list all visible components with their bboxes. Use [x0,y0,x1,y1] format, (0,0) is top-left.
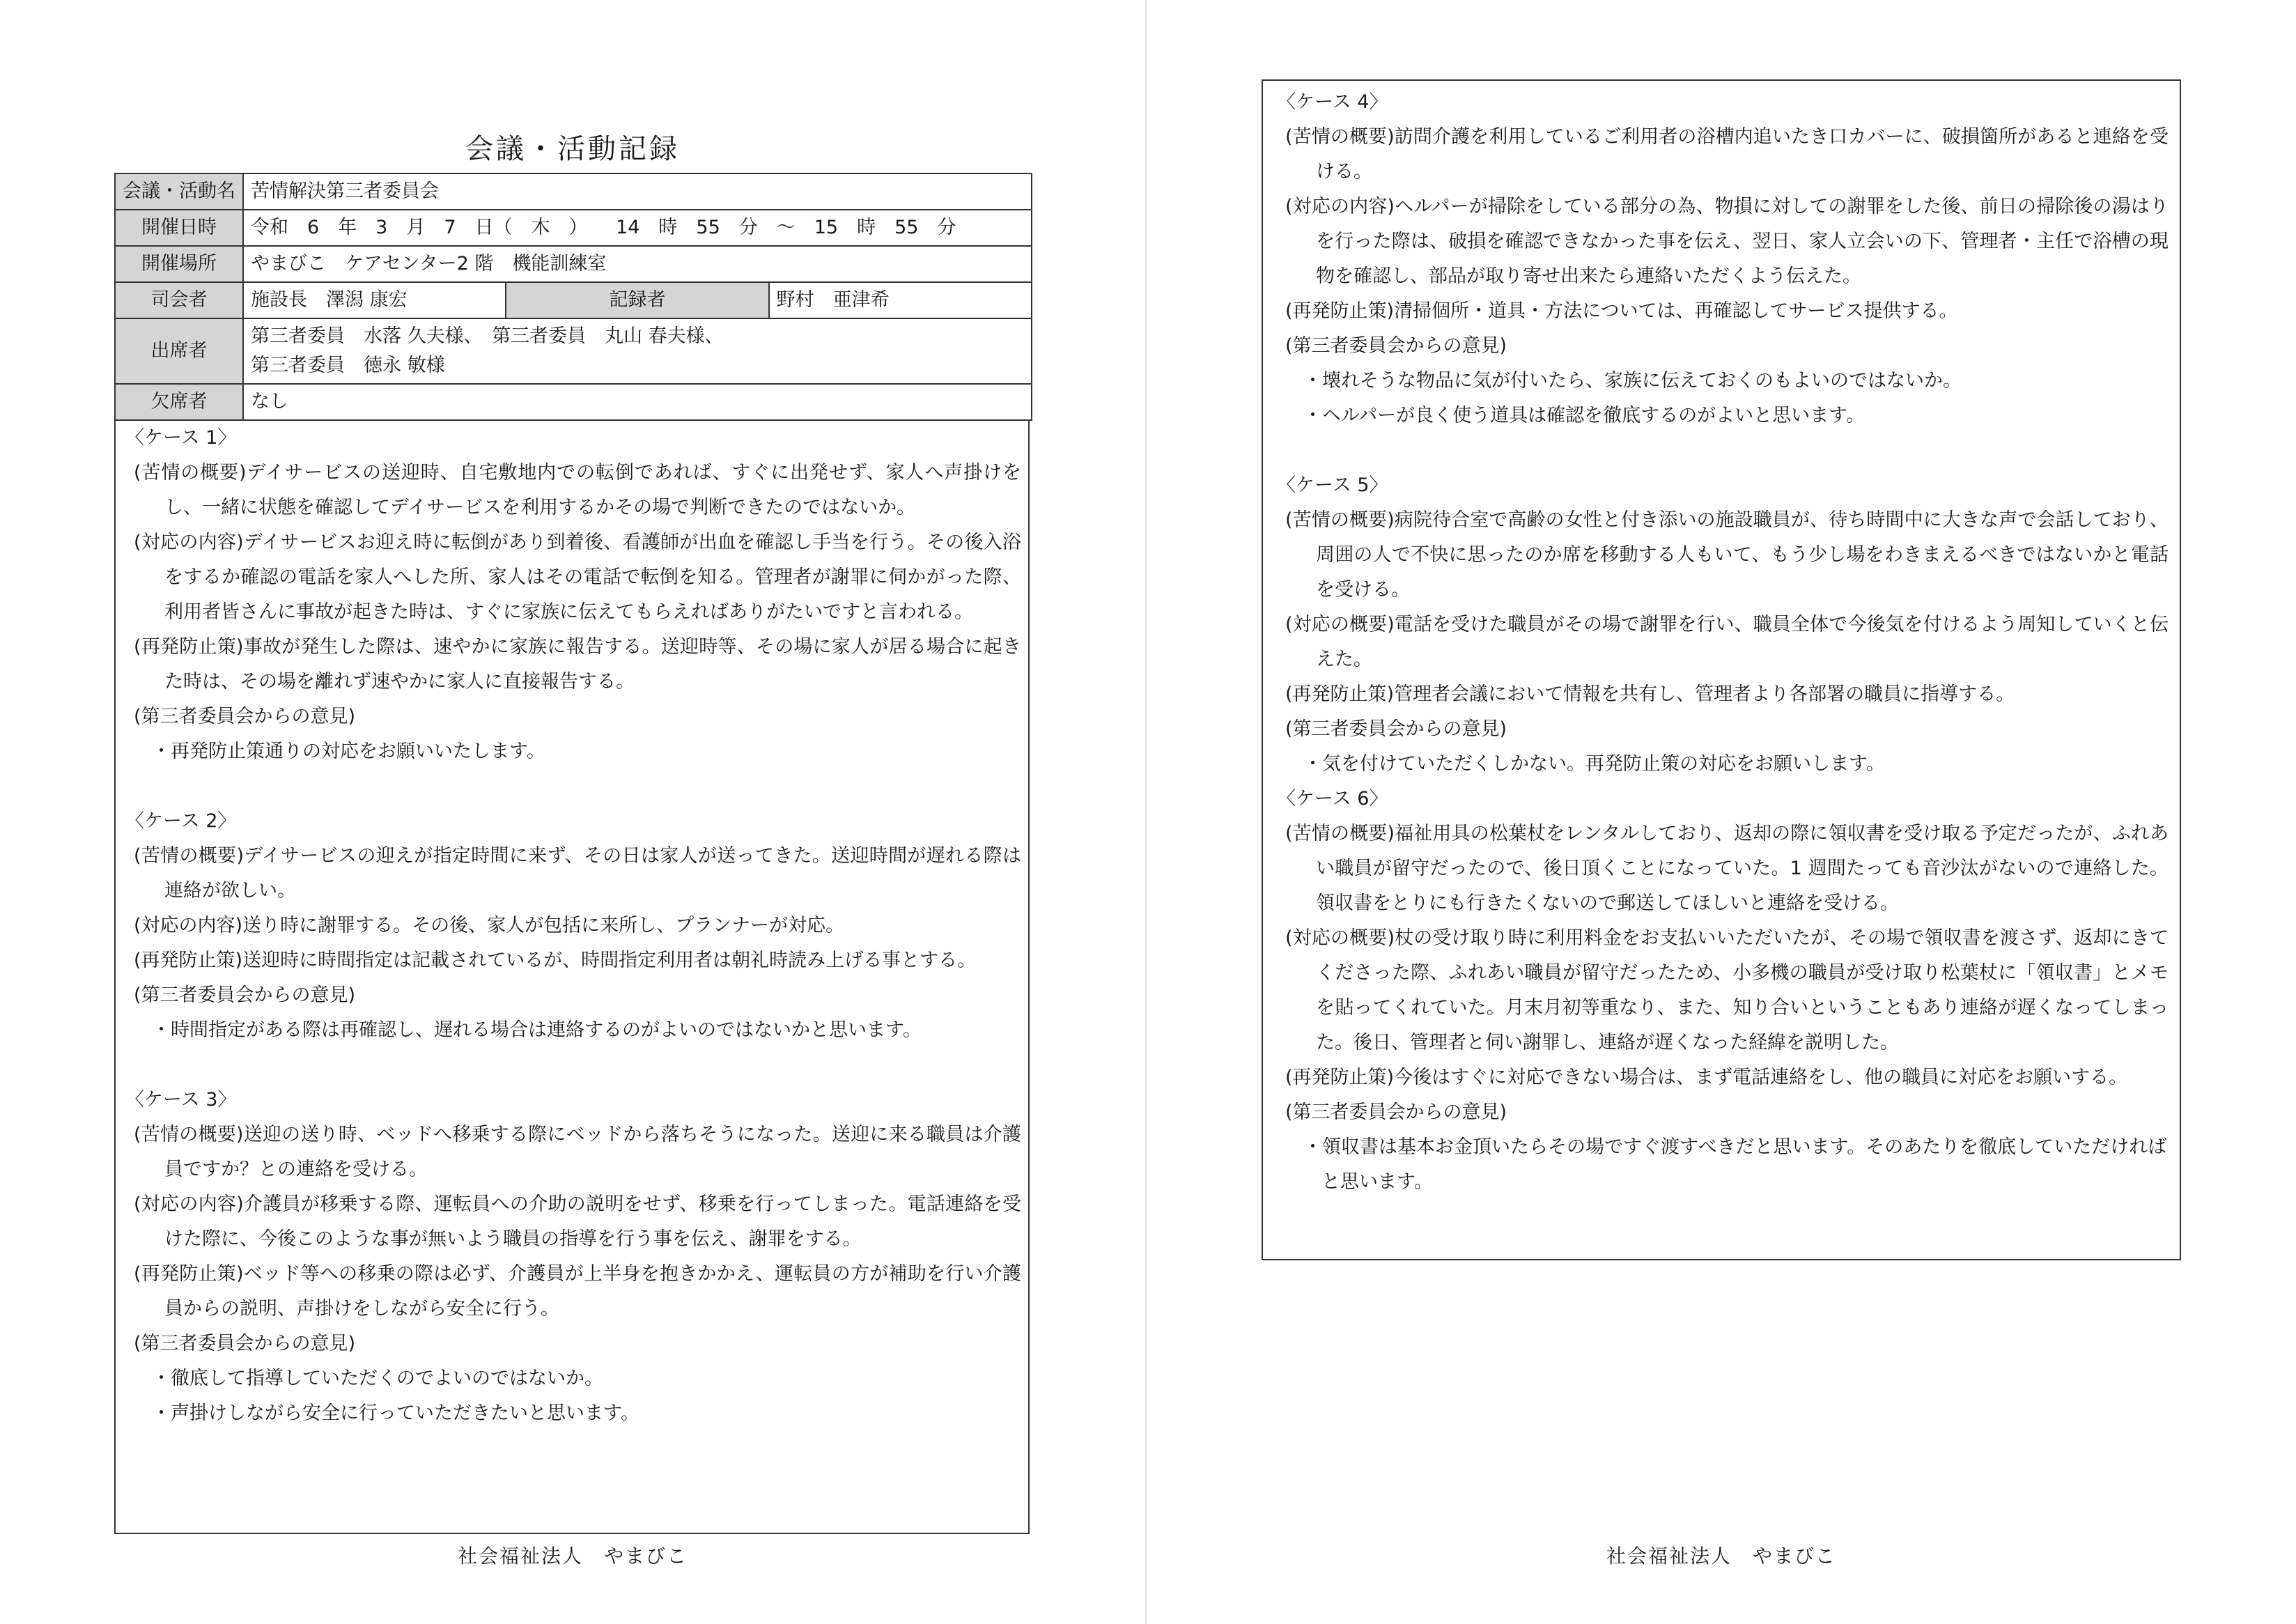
attendees-line-1: 第三者委員 水落 久夫様、 第三者委員 丸山 春夫様、 [251,325,724,347]
case-5-opinion: ・気を付けていただくしかない。再発防止策の対応をお願いします。 [1303,753,1885,775]
value-attendees [243,318,1032,384]
left-page [0,0,1147,1624]
left-cases [125,421,1021,1431]
case-4-complaint: (苦情の概要)訪問介護を利用しているご利用者の浴槽内追いたき口カバーに、破損箇所があると連絡を受ける。 [1285,126,2169,183]
case-2-opinion-label: (第三者委員会からの意見) [134,984,356,1006]
label-meeting-name: 会議・活動名 [115,173,243,210]
case-5-prevention: (再発防止策)管理者会議において情報を共有し、管理者より各部署の職員に指導する。 [1285,683,2015,705]
case-3-prevention: (再発防止策)ベッド等への移乗の際は必ず、介護員が上半身を抱きかかえ、運転員の方が補助を行い介護員からの説明、声掛けをしながら安全に行う。 [134,1263,1021,1320]
spacer [1277,433,2169,468]
case-4-response: (対応の内容)ヘルパーが掃除をしている部分の為、物損に対しての謝罪をした後、前日の掃除後の湯はりを行った際は、破損を確認できなかった事を伝え、翌日、家人立会いの下、管理者・主任で浴槽の現物を確認し、部品が取り寄せ出来たら連絡いただくよう伝えた。 [1285,196,2169,287]
case-2-title: 〈ケース 2〉 [125,810,237,832]
row-place [115,246,1032,282]
footer-organization-left: 社会福祉法人 やまびこ [457,1545,688,1568]
value-chair: 施設長 澤潟 康宏 [243,282,506,318]
case-3-title: 〈ケース 3〉 [125,1089,237,1111]
case-3-complaint: (苦情の概要)送迎の送り時、ベッドへ移乗する際にベッドから落ちそうになった。送迎に来る職員は介護員ですか？との連絡を受ける。 [134,1124,1021,1180]
case-6-response: (対応の概要)杖の受け取り時に利用料金をお支払いいただいたが、その場で領収書を渡さず、返却にきてくださった際、ふれあい職員が留守だったため、小多機の職員が受け取り松葉杖に「領収書」とメモを貼ってくれていた。月末月初等重なり、また、知り合いということもあり連絡が遅くなってしまった。後日、管理者と伺い謝罪し、連絡が遅くなった経緯を説明した。 [1285,927,2169,1053]
case-3-opinion-label: (第三者委員会からの意見) [134,1333,356,1354]
spacer [125,769,1021,804]
footer-organization-right: 社会福祉法人 やまびこ [1606,1545,1836,1568]
case-3-opinion-1: ・徹底して指導していただくのでよいのではないか。 [152,1368,603,1389]
case-6-opinion-label: (第三者委員会からの意見) [1285,1101,1507,1123]
row-absentees [115,384,1032,420]
right-cases [1277,85,2169,1200]
value-absentees: なし [243,384,1032,420]
left-content-box [114,421,1030,1534]
case-1-opinion-label: (第三者委員会からの意見) [134,706,356,727]
row-chair-recorder [115,282,1032,318]
label-recorder: 記録者 [506,282,768,318]
document-title: 会議・活動記録 [465,133,680,165]
row-meeting-name [115,173,1032,210]
case-1-opinion: ・再発防止策通りの対応をお願いいたします。 [152,741,545,762]
case-6-prevention: (再発防止策)今後はすぐに対応できない場合は、まず電話連絡をし、他の職員に対応をお願いする。 [1285,1067,2128,1088]
case-5-title: 〈ケース 5〉 [1277,474,1388,496]
value-place: やまびこ ケアセンター2 階 機能訓練室 [243,246,1032,282]
label-date: 開催日時 [115,210,243,246]
case-5-complaint: (苦情の概要)病院待合室で高齢の女性と付き添いの施設職員が、待ち時間中に大きな声で会話しており、周囲の人で不快に思ったのか席を移動する人もいて、もう少し場をわきまえるべきではないかと電話を受ける。 [1285,509,2169,601]
case-1-prevention: (再発防止策)事故が発生した際は、速やかに家族に報告する。送迎時等、その場に家人が居る場合に起きた時は、その場を離れず速やかに家人に直接報告する。 [134,636,1021,693]
case-4-opinion-2: ・ヘルパーが良く使う道具は確認を徹底するのがよいと思います。 [1303,405,1865,426]
case-3-response: (対応の内容)介護員が移乗する際、運転員への介助の説明をせず、移乗を行ってしまった。電話連絡を受けた際に、今後このような事が無いよう職員の指導を行う事を伝え、謝罪をする。 [134,1193,1021,1250]
case-2-response: (対応の内容)送り時に謝罪する。その後、家人が包括に来所し、プランナーが対応。 [134,915,845,936]
label-place: 開催場所 [115,246,243,282]
case-1-response: (対応の内容)デイサービスお迎え時に転倒があり到着後、看護師が出血を確認し手当を行う。その後入浴をするか確認の電話を家人へした所、家人はその電話で転倒を知る。管理者が謝罪に伺かがった際、利用者皆さんに事故が起きた時は、すぐに家族に伝えてもらえればありがたいですと言われる。 [134,532,1021,623]
case-5-opinion-label: (第三者委員会からの意見) [1285,718,1507,740]
case-1-complaint: (苦情の概要)デイサービスの送迎時、自宅敷地内での転倒であれば、すぐに出発せず、家人へ声掛けをし、一緒に状態を確認してデイサービスを利用するかその場で判断できたのではないか。 [134,462,1021,518]
case-5-response: (対応の概要)電話を受けた職員がその場で謝罪を行い、職員全体で今後気を付けるよう周知していくと伝えた。 [1285,614,2169,670]
meeting-info-table [114,173,1032,421]
case-4-prevention: (再発防止策)清掃個所・道具・方法については、再確認してサービス提供する。 [1285,300,1958,322]
case-6-opinion: ・領収書は基本お金頂いたらその場ですぐ渡すべきだと思います。そのあたりを徹底していただければと思います。 [1303,1136,2167,1193]
case-4-opinion-1: ・壊れそうな物品に気が付いたら、家族に伝えておくのもよいのではないか。 [1303,370,1962,392]
case-2-opinion: ・時間指定がある際は再確認し、遅れる場合は連絡するのがよいのではないかと思います。 [152,1019,922,1041]
case-3-opinion-2: ・声掛けしながら安全に行っていただきたいと思います。 [152,1402,639,1424]
attendees-line-2: 第三者委員 徳永 敏様 [251,355,445,376]
label-chair: 司会者 [115,282,243,318]
case-1-title: 〈ケース 1〉 [125,427,237,449]
case-4-opinion-label: (第三者委員会からの意見) [1285,335,1507,357]
value-recorder: 野村 亜津希 [769,282,1032,318]
spacer [125,1048,1021,1083]
case-2-complaint: (苦情の概要)デイサービスの迎えが指定時間に来ず、その日は家人が送ってきた。送迎時間が遅れる際は連絡が欲しい。 [134,845,1021,902]
case-6-title: 〈ケース 6〉 [1277,788,1388,810]
label-absentees: 欠席者 [115,384,243,420]
value-meeting-name: 苦情解決第三者委員会 [243,173,1032,210]
row-date [115,210,1032,246]
case-4-title: 〈ケース 4〉 [1277,91,1388,113]
case-6-complaint: (苦情の概要)福祉用具の松葉杖をレンタルしており、返却の際に領収書を受け取る予定だったが、ふれあい職員が留守だったので、後日頂くことになっていた。1 週間たっても音沙汰がないので連絡した。領収書をとりにも行きたくないので郵送してほしいと連絡を受ける。 [1285,823,2169,914]
right-content-box [1262,79,2181,1260]
value-date: 令和 6 年 3 月 7 日（ 木 ） 14 時 55 分 ～ 15 時 55 分 [243,210,1032,246]
label-attendees: 出席者 [115,318,243,384]
row-attendees [115,318,1032,384]
case-2-prevention: (再発防止策)送迎時に時間指定は記載されているが、時間指定利用者は朝礼時読み上げる事とする。 [134,950,977,971]
